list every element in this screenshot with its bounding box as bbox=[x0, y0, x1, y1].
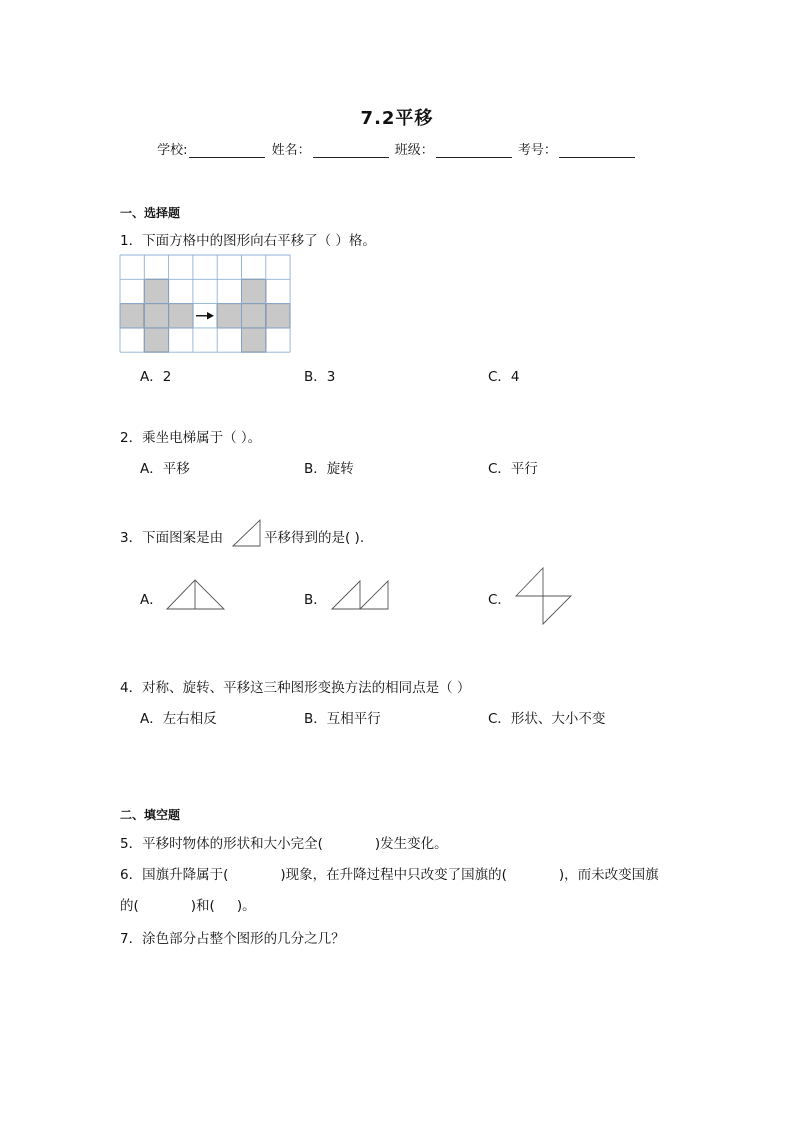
q3-option-c[interactable]: C． bbox=[488, 592, 511, 608]
question-3-prefix: 3．下面图案是由 bbox=[120, 530, 224, 546]
reference-triangle-figure bbox=[232, 518, 262, 548]
question-1: 1．下面方格中的图形向右平移了（ ）格。 bbox=[120, 233, 376, 249]
q6-text-c: )，而未改变国旗 bbox=[558, 867, 659, 883]
q5-text-b: )发生变化。 bbox=[374, 836, 448, 852]
q3-option-a[interactable]: A． bbox=[140, 592, 163, 608]
q3-option-b-figure bbox=[330, 578, 392, 612]
class-blank[interactable] bbox=[436, 143, 512, 158]
question-7: 7．涂色部分占整个图形的几分之几？ bbox=[120, 931, 345, 947]
q1-option-a[interactable]: A．2 bbox=[140, 369, 172, 385]
q6-text-b: )现象，在升降过程中只改变了国旗的( bbox=[280, 867, 507, 883]
q2-option-c[interactable]: C．平行 bbox=[488, 461, 538, 477]
q4-option-c[interactable]: C．形状、大小不变 bbox=[488, 711, 606, 727]
question-2: 2．乘坐电梯属于（ ）。 bbox=[120, 430, 262, 446]
q6-text-f: )。 bbox=[236, 898, 256, 914]
exam-no-blank[interactable] bbox=[559, 143, 635, 158]
translation-grid-figure bbox=[120, 255, 292, 353]
q2-option-b[interactable]: B．旋转 bbox=[304, 461, 354, 477]
q6-text-d: 的( bbox=[120, 898, 139, 914]
q3-option-b[interactable]: B． bbox=[304, 592, 327, 608]
q2-option-a[interactable]: A．平移 bbox=[140, 461, 190, 477]
school-label: 学校: bbox=[157, 143, 188, 158]
q4-option-b[interactable]: B．互相平行 bbox=[304, 711, 381, 727]
exam-no-label: 考号： bbox=[517, 143, 557, 158]
question-3-suffix: 平移得到的是( ). bbox=[264, 530, 365, 546]
question-4: 4．对称、旋转、平移这三种图形变换方法的相同点是（ ） bbox=[120, 680, 471, 696]
q3-option-a-figure bbox=[165, 578, 227, 612]
right-arrow-icon bbox=[196, 312, 214, 320]
q1-option-c[interactable]: C．4 bbox=[488, 369, 520, 385]
question-6-line-2 bbox=[120, 894, 256, 914]
section-heading-fill: 二、填空题 bbox=[120, 808, 181, 822]
q6-text-e: )和( bbox=[190, 898, 215, 914]
section-heading-choice: 一、选择题 bbox=[120, 206, 181, 220]
question-5 bbox=[120, 832, 448, 852]
class-label: 班级： bbox=[394, 143, 434, 158]
q4-option-a[interactable]: A．左右相反 bbox=[140, 711, 217, 727]
school-blank[interactable] bbox=[189, 143, 265, 158]
q5-text-a: 5．平移时物体的形状和大小完全( bbox=[120, 836, 323, 852]
name-blank[interactable] bbox=[313, 143, 389, 158]
student-info-line bbox=[0, 139, 794, 158]
q3-option-c-figure bbox=[513, 566, 575, 626]
question-6-line-1 bbox=[120, 863, 659, 883]
q6-text-a: 6．国旗升降属于( bbox=[120, 867, 229, 883]
page-title: 7.2平移 bbox=[360, 108, 434, 129]
q1-option-b[interactable]: B．3 bbox=[304, 369, 336, 385]
name-label: 姓名： bbox=[271, 143, 311, 158]
